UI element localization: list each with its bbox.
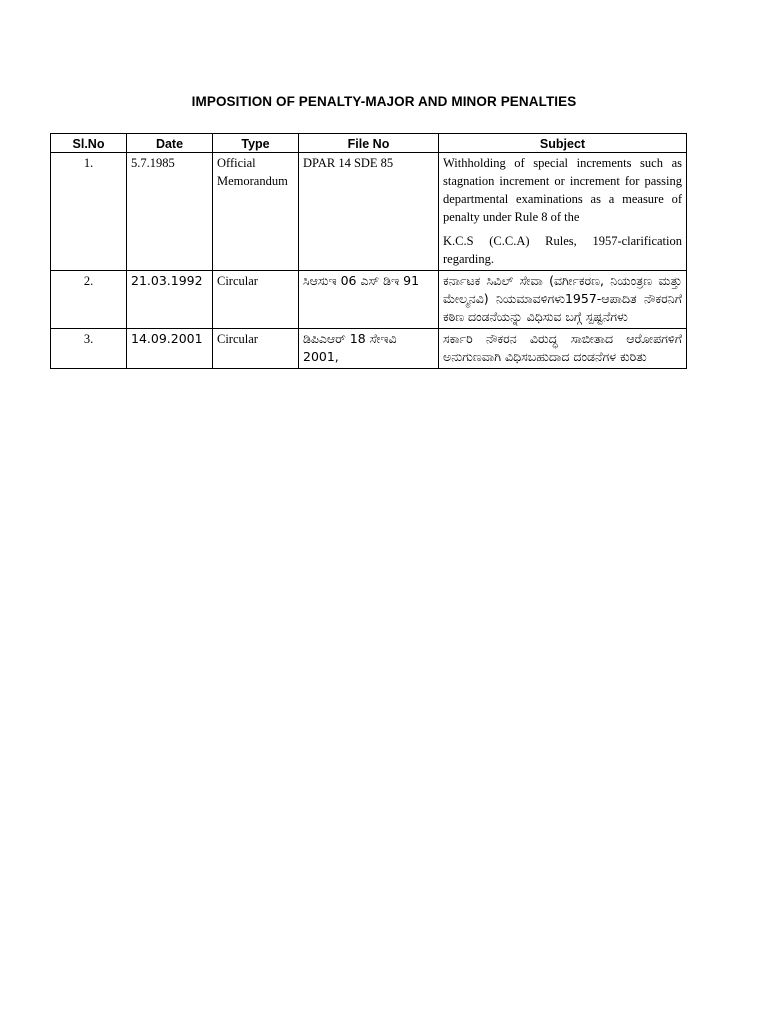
subject-paragraph: ಕರ್ನಾಟಕ ಸಿವಿಲ್ ಸೇವಾ (ವರ್ಗೀಕರಣ, ನಿಯಂತ್ರಣ ಮತ್ತು ಮೇಲ್ಮನವಿ) ನಿಯಮಾವಳಿಗಳು1957-ಆಪಾದಿತ ನೌಕರನಿಗೆ ಕಠಿಣ ದಂಡನೆಯನ್ನು ವಿಧಿಸುವ ಬಗ್ಗೆ ಸ್ಪಷ್ಟನೆಗಳು: [443, 273, 682, 324]
cell-file-no: ಸಿಆಸುಇ 06 ಎಸ್ ಡಿಇ 91: [299, 271, 439, 329]
header-sl-no: Sl.No: [51, 134, 127, 153]
cell-subject: [439, 329, 687, 369]
subject-paragraph: K.C.S (C.C.A) Rules, 1957-clarification regarding.: [443, 234, 682, 266]
cell-date: 5.7.1985: [127, 153, 213, 271]
records-table: [50, 133, 687, 369]
cell-type: Official Memorandum: [213, 153, 299, 271]
header-subject: Subject: [439, 134, 687, 153]
table-header-row: [51, 134, 687, 153]
cell-file-no: ಡಿಪಿಎಆರ್ 18 ಸೇಇವಿ 2001,: [299, 329, 439, 369]
cell-sl-no: 2.: [51, 271, 127, 329]
table-row: [51, 153, 687, 271]
cell-date: 21.03.1992: [127, 271, 213, 329]
cell-subject: [439, 153, 687, 271]
cell-type: Circular: [213, 271, 299, 329]
cell-subject: [439, 271, 687, 329]
header-date: Date: [127, 134, 213, 153]
cell-date: 14.09.2001: [127, 329, 213, 369]
cell-sl-no: 1.: [51, 153, 127, 271]
cell-file-no: DPAR 14 SDE 85: [299, 153, 439, 271]
table-row: [51, 271, 687, 329]
header-type: Type: [213, 134, 299, 153]
cell-sl-no: 3.: [51, 329, 127, 369]
table-row: [51, 329, 687, 369]
cell-type: Circular: [213, 329, 299, 369]
page-title: IMPOSITION OF PENALTY-MAJOR AND MINOR PENALTIES: [191, 94, 577, 109]
subject-paragraph: Withholding of special increments such as stagnation increment or increment for passing departmental examinations as a measure of penalty under Rule 8 of the: [443, 156, 682, 224]
header-file-no: File No: [299, 134, 439, 153]
subject-paragraph: ಸರ್ಕಾರಿ ನೌಕರನ ವಿರುದ್ಧ ಸಾಬೀತಾದ ಆರೋಪಗಳಿಗೆ ಅನುಗುಣವಾಗಿ ವಿಧಿಸಬಹುದಾದ ದಂಡನೆಗಳ ಕುರಿತು: [443, 331, 682, 364]
